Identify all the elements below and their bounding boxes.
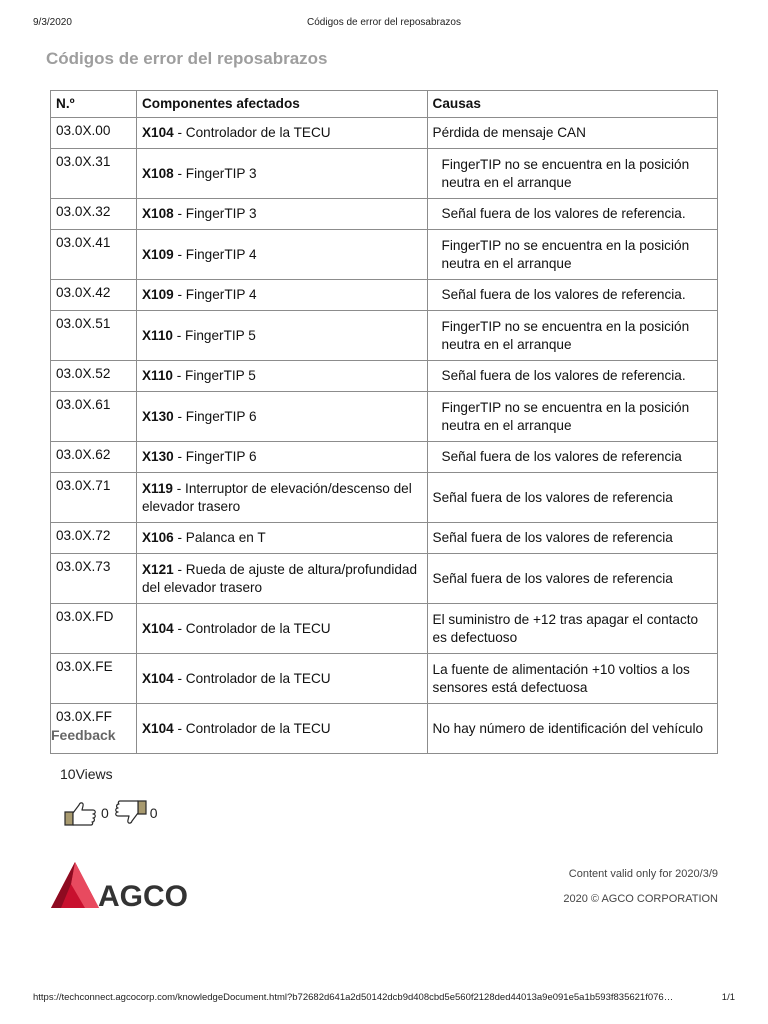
error-code: 03.0X.52 [51,361,137,392]
affected-component [136,199,427,230]
table-row [51,604,718,654]
error-code: 03.0X.61 [51,392,137,442]
component-id: X109 [141,287,174,302]
component-name: - Rueda de ajuste de altura/profundidad del elevador trasero [141,561,418,595]
component-name: - Controlador de la TECU [177,670,331,686]
affected-component [136,554,427,604]
error-code: 03.0X.73 [51,554,137,604]
table-row [51,230,718,280]
affected-component [136,442,427,473]
affected-component [136,654,427,704]
component-name: - FingerTIP 4 [177,246,257,262]
component-name: - Controlador de la TECU [177,125,331,140]
affected-component [136,149,427,199]
error-cause: El suministro de +12 tras apagar el contacto es defectuoso [427,604,717,654]
thumbs-up-icon[interactable] [64,800,98,826]
affected-component [136,311,427,361]
affected-component [136,523,427,554]
component-name: - FingerTIP 4 [177,287,257,302]
affected-component [136,704,427,754]
content-validity: Content valid only for 2020/3/9 [568,868,718,880]
component-id: X106 [141,530,174,545]
component-id: X108 [141,165,174,181]
error-cause: FingerTIP no se encuentra en la posición neutra en el arranque [427,392,717,442]
affected-component [136,604,427,654]
component-id: X104 [141,720,174,736]
error-cause: Señal fuera de los valores de referencia. [427,199,717,230]
component-id: X104 [141,125,174,140]
error-code: 03.0X.FF [51,704,137,754]
component-name: - Interruptor de elevación/descenso del elevador trasero [141,480,412,514]
component-name: - FingerTIP 3 [177,206,257,221]
table-row [51,473,718,523]
error-cause: FingerTIP no se encuentra en la posición neutra en el arranque [427,149,717,199]
error-code: 03.0X.71 [51,473,137,523]
component-name: - Controlador de la TECU [177,620,331,636]
component-id: X110 [141,368,173,383]
table-row [51,118,718,149]
table-row [51,554,718,604]
dislike-count: 0 [149,805,158,821]
error-cause: No hay número de identificación del vehículo [427,704,717,754]
component-name: - FingerTIP 6 [177,408,257,424]
error-code: 03.0X.31 [51,149,137,199]
component-name: - Controlador de la TECU [177,720,331,736]
error-codes-table [50,90,718,754]
document-title: Códigos de error del reposabrazos [46,49,328,68]
agco-logo [51,862,211,915]
error-cause: La fuente de alimentación +10 voltios a los sensores está defectuosa [427,654,717,704]
table-row [51,361,718,392]
error-code: 03.0X.FE [51,654,137,704]
like-count: 0 [101,805,109,821]
affected-component [136,118,427,149]
table-row [51,280,718,311]
affected-component [136,230,427,280]
component-name: - FingerTIP 5 [176,327,256,343]
component-id: X109 [141,246,174,262]
agco-logo-text: AGCO [98,880,188,910]
error-code: 03.0X.41 [51,230,137,280]
view-count: 10Views [60,766,113,782]
error-code: 03.0X.00 [51,118,137,149]
error-cause: Señal fuera de los valores de referencia [427,554,717,604]
error-cause: Señal fuera de los valores de referencia [427,473,717,523]
table-row [51,442,718,473]
error-cause: Señal fuera de los valores de referencia [427,442,717,473]
error-code: 03.0X.62 [51,442,137,473]
component-name: - Palanca en T [177,530,266,545]
affected-component [136,280,427,311]
error-cause: FingerTIP no se encuentra en la posición neutra en el arranque [427,230,717,280]
table-row [51,311,718,361]
table-row [51,523,718,554]
print-url: https://techconnect.agcocorp.com/knowledgeDocument.html?b72682d641a2d50142dcb9d408cbd5e560f2128ded44013a9e091e5a1b593f835621f076… [33,992,674,1003]
table-header-row [51,91,718,118]
table-row [51,392,718,442]
error-code: 03.0X.72 [51,523,137,554]
component-id: X108 [141,206,174,221]
component-id: X119 [141,480,173,496]
component-id: X110 [141,327,173,343]
component-name: - FingerTIP 3 [177,165,257,181]
thumbs-down-icon[interactable] [113,800,147,826]
component-id: X104 [141,670,174,686]
component-id: X130 [141,449,174,464]
vote-controls [64,800,162,826]
copyright: 2020 © AGCO CORPORATION [563,893,718,905]
print-page-number: 1/1 [721,992,735,1003]
error-cause: Señal fuera de los valores de referencia. [427,361,717,392]
column-header-number: N.º [51,91,137,118]
error-code: 03.0X.32 [51,199,137,230]
print-header [33,17,735,31]
affected-component [136,473,427,523]
error-code: 03.0X.42 [51,280,137,311]
table-row [51,704,718,754]
component-id: X121 [141,561,174,577]
feedback-heading: Feedback [51,727,116,743]
table-row [51,149,718,199]
error-cause: FingerTIP no se encuentra en la posición neutra en el arranque [427,311,717,361]
error-cause: Pérdida de mensaje CAN [427,118,717,149]
affected-component [136,361,427,392]
table-row [51,654,718,704]
print-title: Códigos de error del reposabrazos [307,17,461,28]
error-cause: Señal fuera de los valores de referencia. [427,280,717,311]
component-id: X130 [141,408,174,424]
affected-component [136,392,427,442]
component-name: - FingerTIP 6 [177,449,257,464]
column-header-components: Componentes afectados [136,91,427,118]
error-cause: Señal fuera de los valores de referencia [427,523,717,554]
error-code: 03.0X.51 [51,311,137,361]
error-code: 03.0X.FD [51,604,137,654]
component-name: - FingerTIP 5 [176,368,256,383]
column-header-causes: Causas [427,91,717,118]
print-date: 9/3/2020 [33,17,72,28]
table-row [51,199,718,230]
component-id: X104 [141,620,174,636]
